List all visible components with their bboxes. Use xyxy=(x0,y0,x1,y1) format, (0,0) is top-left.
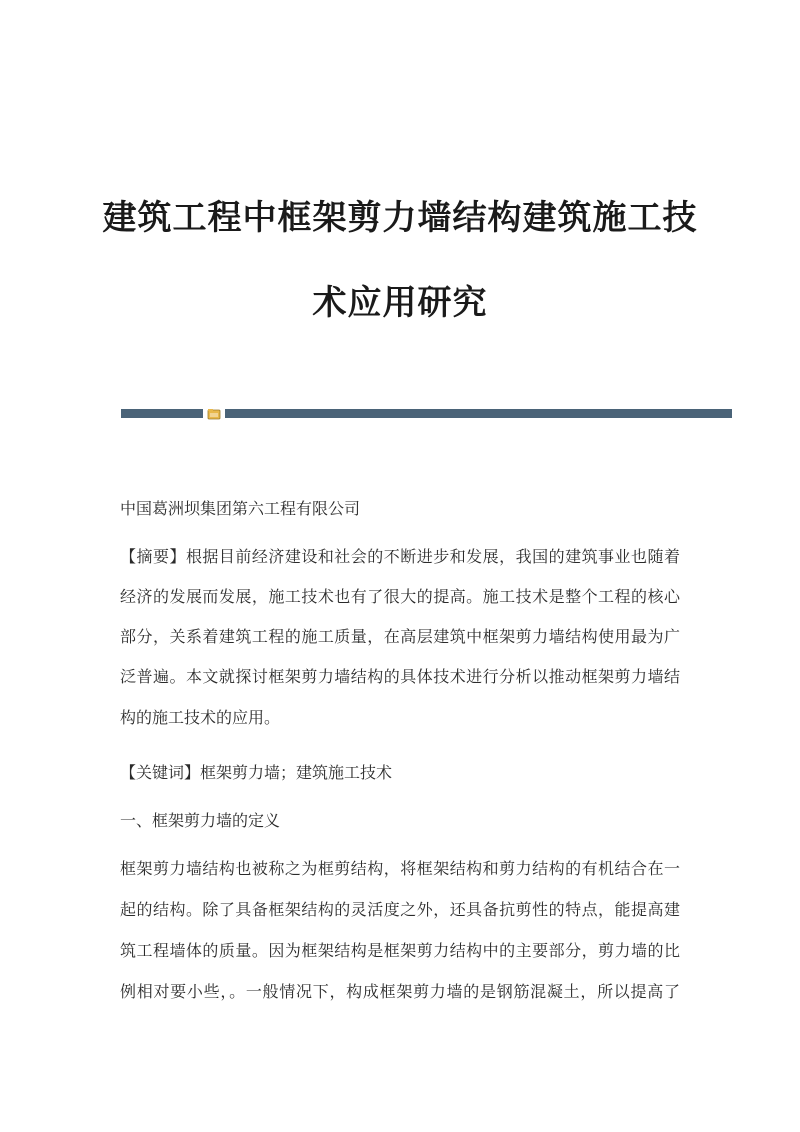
abstract-line: 【摘要】根据目前经济建设和社会的不断进步和发展，我国的建筑事业也随着 xyxy=(120,547,680,566)
document-title-line-2: 术应用研究 xyxy=(312,283,488,323)
body-line: 框架剪力墙结构也被称之为框剪结构，将框架结构和剪力结构的有机结合在一 xyxy=(120,859,680,878)
abstract-line: 部分，关系着建筑工程的施工质量，在高层建筑中框架剪力墙结构使用最为广 xyxy=(120,627,680,646)
abstract-line: 经济的发展而发展，施工技术也有了很大的提高。施工技术是整个工程的核心 xyxy=(120,587,680,606)
document-title-line-1: 建筑工程中框架剪力墙结构建筑施工技 xyxy=(102,198,698,238)
small-folder-icon xyxy=(207,406,221,420)
abstract-line: 泛普遍。本文就探讨框架剪力墙结构的具体技术进行分析以推动框架剪力墙结 xyxy=(120,667,680,686)
body-line: 筑工程墙体的质量。因为框架结构是框架剪力结构中的主要部分，剪力墙的比 xyxy=(120,941,680,960)
title-divider xyxy=(121,409,732,418)
body-line: 起的结构。除了具备框架结构的灵活度之外，还具备抗剪性的特点，能提高建 xyxy=(120,900,680,919)
divider-bar-right xyxy=(225,409,732,418)
affiliation: 中国葛洲坝集团第六工程有限公司 xyxy=(120,499,361,518)
abstract-line: 构的施工技术的应用。 xyxy=(120,708,281,727)
keywords: 【关键词】框架剪力墙；建筑施工技术 xyxy=(120,763,393,782)
body-line: 例相对要小些，。一般情况下，构成框架剪力墙的是钢筋混凝土，所以提高了 xyxy=(120,982,680,1001)
section-heading: 一、框架剪力墙的定义 xyxy=(120,811,281,830)
divider-bar-left xyxy=(121,409,203,418)
